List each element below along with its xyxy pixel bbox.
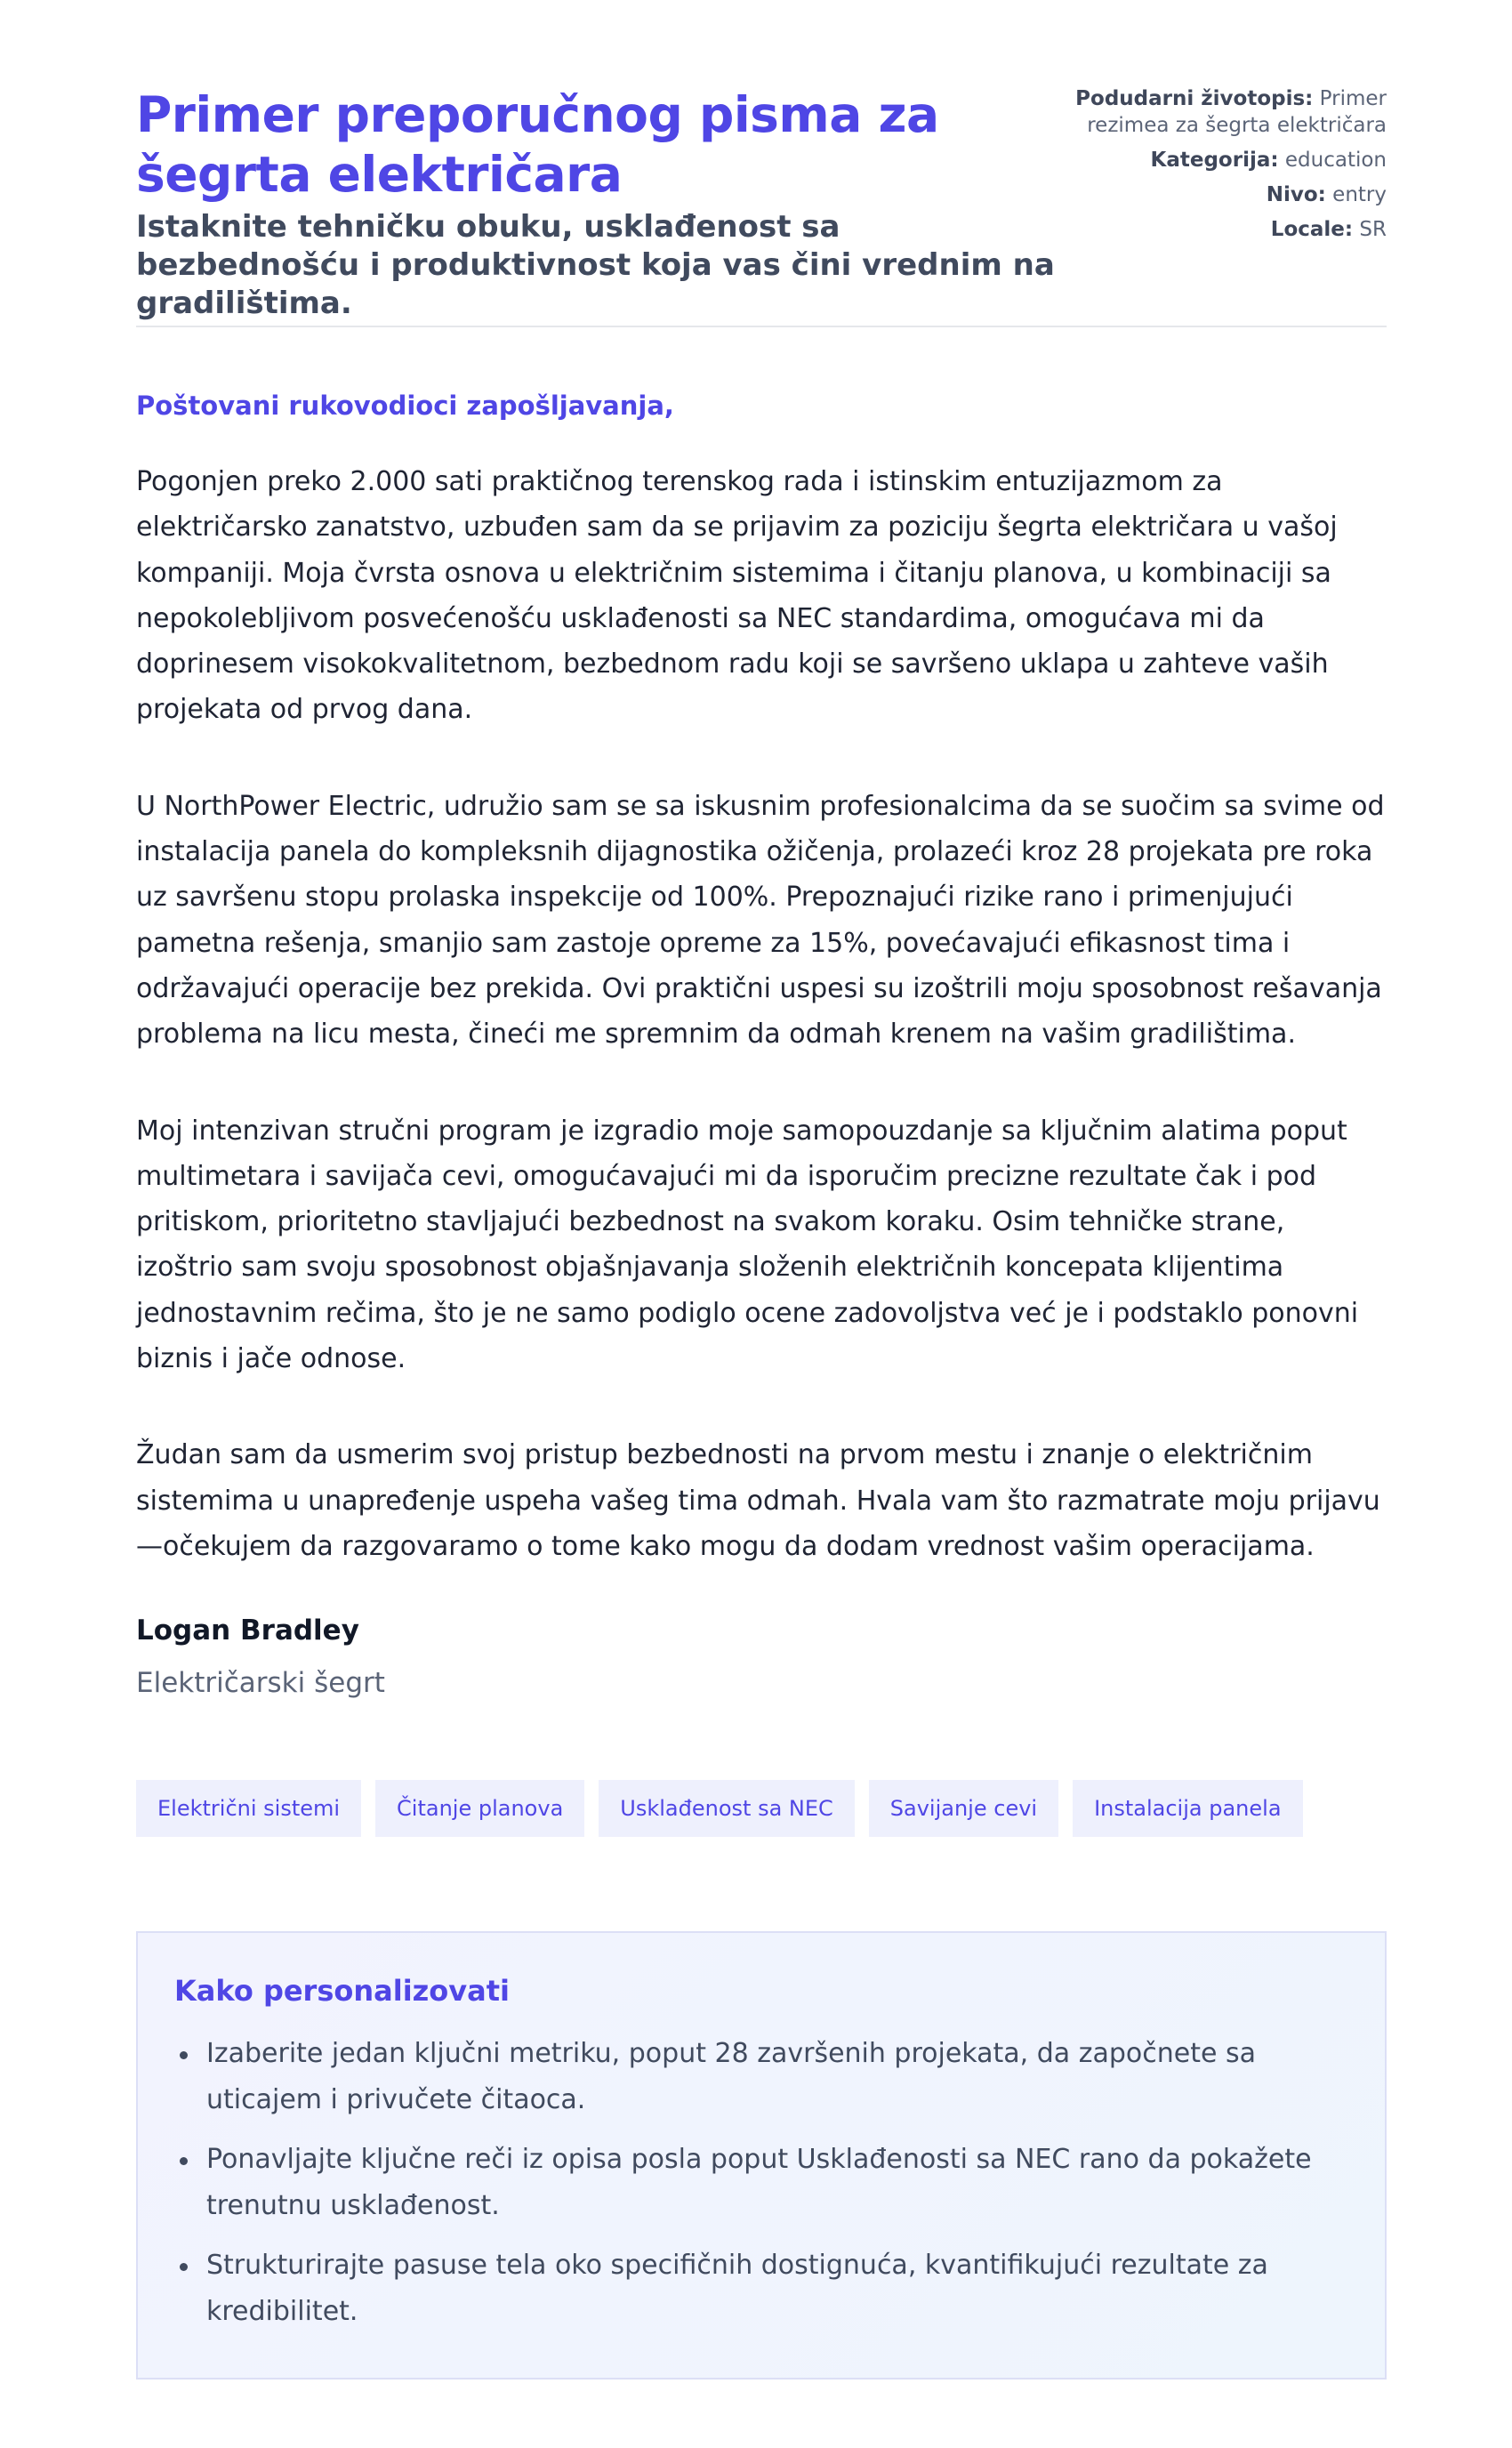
tip-item: Strukturirajte pasuse tela oko specifičnih dostignuća, kvantifikujući rezultate za kredibilitet. — [174, 2243, 1357, 2335]
letter-paragraph: Žudan sam da usmerim svoj pristup bezbednosti na prvom mestu i znanje o električnim sistemima u unapređenje uspeha vašeg tima odmah. Hvala vam što razmatrate moju prijavu—očekujem da razgovaramo o tome kako mogu da dodam vrednost vašim operacijama. — [136, 1439, 1380, 1562]
skill-tag: Čitanje planova — [375, 1780, 584, 1837]
meta-value: entry — [1332, 183, 1387, 206]
meta-panel — [1066, 85, 1387, 251]
skill-tag: Usklađenost sa NEC — [599, 1780, 855, 1837]
personalization-tips — [136, 1931, 1387, 2380]
letter-body — [136, 459, 1387, 1620]
skill-tag: Električni sistemi — [136, 1780, 361, 1837]
letter-paragraph: U NorthPower Electric, udružio sam se sa iskusnim profesionalcima da se suočim sa svime od instalacija panela do kompleksnih dijagnostika ožičenja, prolazeći kroz 28 projekata pre roka uz savršenu stopu prolaska inspekcije od 100%. Prepoznajući rizike rano i primenjujući pametna rešenja, smanjio sam zastoje opreme za 15%, povećavajući efikasnost tima i održavajući operacije bez prekida. Ovi praktični uspesi su izoštrili moju sposobnost rešavanja problema na licu mesta, čineći me spremnim da odmah krenem na vašim gradilištima. — [136, 790, 1385, 1051]
meta-label: Locale: — [1270, 218, 1354, 241]
meta-value-resume[interactable]: Primer rezimea za šegrta električara — [1087, 87, 1387, 137]
meta-label: Podudarni životopis: — [1075, 87, 1314, 110]
page-title: Primer preporučnog pisma za šegrta električara — [136, 86, 939, 203]
page-subtitle: Istaknite tehničku obuku, usklađenost sa bezbednošću i produktivnost koja vas čini vrednim na gradilištima. — [136, 209, 1055, 321]
tips-title: Kako personalizovati — [174, 1974, 510, 2008]
meta-category — [1066, 147, 1387, 173]
skill-tag: Instalacija panela — [1073, 1780, 1302, 1837]
tip-item: Ponavljajte ključne reči iz opisa posla poput Usklađenosti sa NEC rano da pokažete trenutnu usklađenost. — [174, 2137, 1357, 2229]
skill-tags — [136, 1780, 1303, 1837]
page — [136, 0, 1387, 2327]
meta-label: Nivo: — [1266, 183, 1326, 206]
signature-role: Električarski šegrt — [136, 1667, 385, 1699]
page-header — [136, 0, 1387, 327]
meta-value: education — [1284, 149, 1387, 172]
tips-list — [174, 2031, 1349, 2335]
meta-label: Kategorija: — [1150, 149, 1279, 172]
skill-tag: Savijanje cevi — [869, 1780, 1058, 1837]
title-block — [136, 85, 1079, 323]
meta-locale — [1066, 216, 1387, 243]
letter-greeting: Poštovani rukovodioci zapošljavanja, — [136, 391, 674, 421]
letter-paragraph: Pogonjen preko 2.000 sati praktičnog terenskog rada i istinskim entuzijazmom za električarsko zanatstvo, uzbuđen sam da se prijavim za poziciju šegrta električara u vašoj kompaniji. Moja čvrsta osnova u električnim sistemima i čitanju planova, u kombinaciji sa nepokolebljivom posvećenošću usklađenosti sa NEC standardima, omogućava mi da doprinesem visokokvalitetnom, bezbednom radu koji se savršeno uklapa u zahteve vaših projekata od prvog dana. — [136, 466, 1338, 726]
meta-level — [1066, 181, 1387, 208]
signature-name: Logan Bradley — [136, 1615, 359, 1647]
letter-paragraph: Moj intenzivan stručni program je izgradio moje samopouzdanje sa ključnim alatima poput multimetara i savijača cevi, omogućavajući mi da isporučim precizne rezultate čak i pod pritiskom, prioritetno stavljajući bezbednost na svakom koraku. Osim tehničke strane, izoštrio sam svoju sposobnost objašnjavanja složenih električnih koncepata klijentima jednostavnim rečima, što je ne samo podiglo ocene zadovoljstva već je i podstaklo ponovni biznis i jače odnose. — [136, 1115, 1359, 1375]
meta-value: SR — [1359, 218, 1387, 241]
meta-matching-resume — [1066, 85, 1387, 139]
tip-item: Izaberite jedan ključni metriku, poput 28 završenih projekata, da započnete sa uticajem i privučete čitaoca. — [174, 2031, 1357, 2123]
